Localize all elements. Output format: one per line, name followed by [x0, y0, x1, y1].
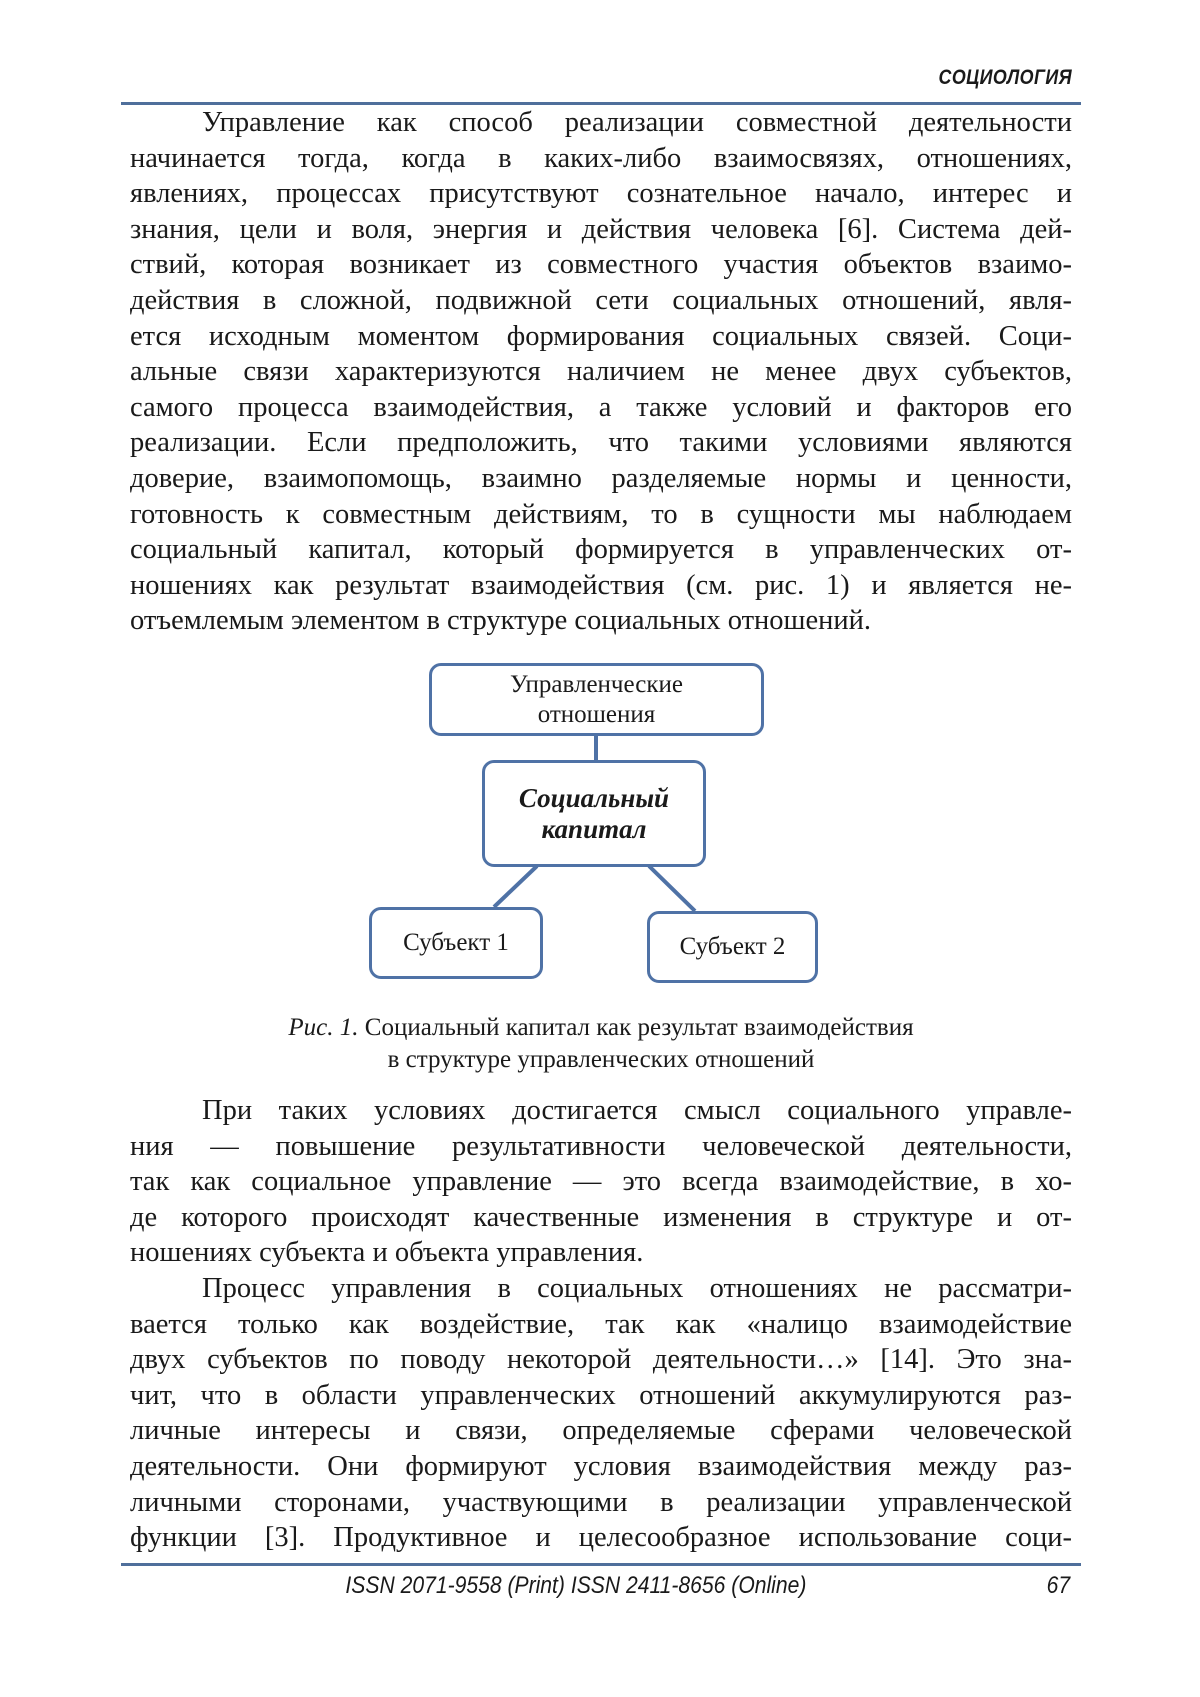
text-line: личные интересы и связи, определяемые сферами человеческой [130, 1413, 1072, 1449]
text-line: чит, что в области управленческих отношений аккумулируются раз- [130, 1378, 1072, 1414]
connector-center-left [494, 866, 537, 907]
text-line: социальный капитал, который формируется в управленческих от- [130, 532, 1072, 568]
running-head-section: СОЦИОЛОГИЯ [939, 66, 1072, 90]
box-social-capital [482, 760, 706, 867]
text-line: так как социальное управление — это всегда взаимодействие, в хо- [130, 1164, 1072, 1200]
box-subject-1 [369, 907, 543, 979]
caption-label: Рис. 1. [288, 1014, 358, 1041]
caption-line: в структуре управленческих отношений [130, 1044, 1072, 1076]
text-line: ношениях как результат взаимодействия (см. рис. 1) и является не- [130, 568, 1072, 604]
text-line: доверие, взаимопомощь, взаимно разделяемые нормы и ценности, [130, 461, 1072, 497]
text-line: готовность к совместным действиям, то в сущности мы наблюдаем [130, 497, 1072, 533]
figure-caption [130, 1012, 1072, 1076]
text-line: отъемлемым элементом в структуре социальных отношений. [130, 603, 1072, 639]
text-line: функции [3]. Продуктивное и целесообразное использование соци- [130, 1520, 1072, 1556]
box-label-line: Управленческие [510, 670, 683, 700]
text-line: самого процесса взаимодействия, а также условий и факторов его [130, 390, 1072, 426]
text-line: вается только как воздействие, так как «налицо взаимодействие [130, 1307, 1072, 1343]
text-line: деятельности. Они формируют условия взаимодействия между раз- [130, 1449, 1072, 1485]
footer-issn: ISSN 2071-9558 (Print) ISSN 2411-8656 (Online) [345, 1572, 806, 1600]
text-line: знания, цели и воля, энергия и действия человека [6]. Система дей- [130, 212, 1072, 248]
text-line: начинается тогда, когда в каких-либо взаимосвязях, отношениях, [130, 141, 1072, 177]
footer-rule [121, 1563, 1081, 1566]
page-number: 67 [1047, 1572, 1070, 1600]
caption-line: Социальный капитал как результат взаимодействия [365, 1014, 914, 1041]
text-line: Процесс управления в социальных отношениях не рассматри- [130, 1271, 1072, 1307]
text-line: действия в сложной, подвижной сети социальных отношений, явля- [130, 283, 1072, 319]
text-line: реализации. Если предположить, что такими условиями являются [130, 425, 1072, 461]
text-line: ется исходным моментом формирования социальных связей. Соци- [130, 319, 1072, 355]
box-label-line: капитал [542, 814, 647, 845]
box-label: Субъект 2 [680, 932, 786, 962]
box-subject-2 [647, 911, 818, 983]
text-line: ношениях субъекта и объекта управления. [130, 1235, 1072, 1271]
connector-center-right [649, 866, 695, 911]
text-line: Управление как способ реализации совместной деятельности [130, 105, 1072, 141]
text-line: альные связи характеризуются наличием не менее двух субъектов, [130, 354, 1072, 390]
text-line: ствий, которая возникает из совместного участия объектов взаимо- [130, 247, 1072, 283]
paragraph-3 [130, 1271, 1072, 1556]
text-line: явлениях, процессах присутствуют сознательное начало, интерес и [130, 176, 1072, 212]
paragraph-2 [130, 1093, 1072, 1271]
text-line: двух субъектов по поводу некоторой деятельности…» [14]. Это зна- [130, 1342, 1072, 1378]
text-line: де которого происходят качественные изменения в структуре и от- [130, 1200, 1072, 1236]
box-label-line: Социальный [519, 783, 669, 814]
box-label: Субъект 1 [403, 928, 509, 958]
box-management-relations [429, 663, 764, 736]
text-line: личными сторонами, участвующими в реализации управленческой [130, 1485, 1072, 1521]
text-line: ния — повышение результативности человеческой деятельности, [130, 1129, 1072, 1165]
text-line: При таких условиях достигается смысл социального управле- [130, 1093, 1072, 1129]
box-label-line: отношения [538, 700, 656, 730]
